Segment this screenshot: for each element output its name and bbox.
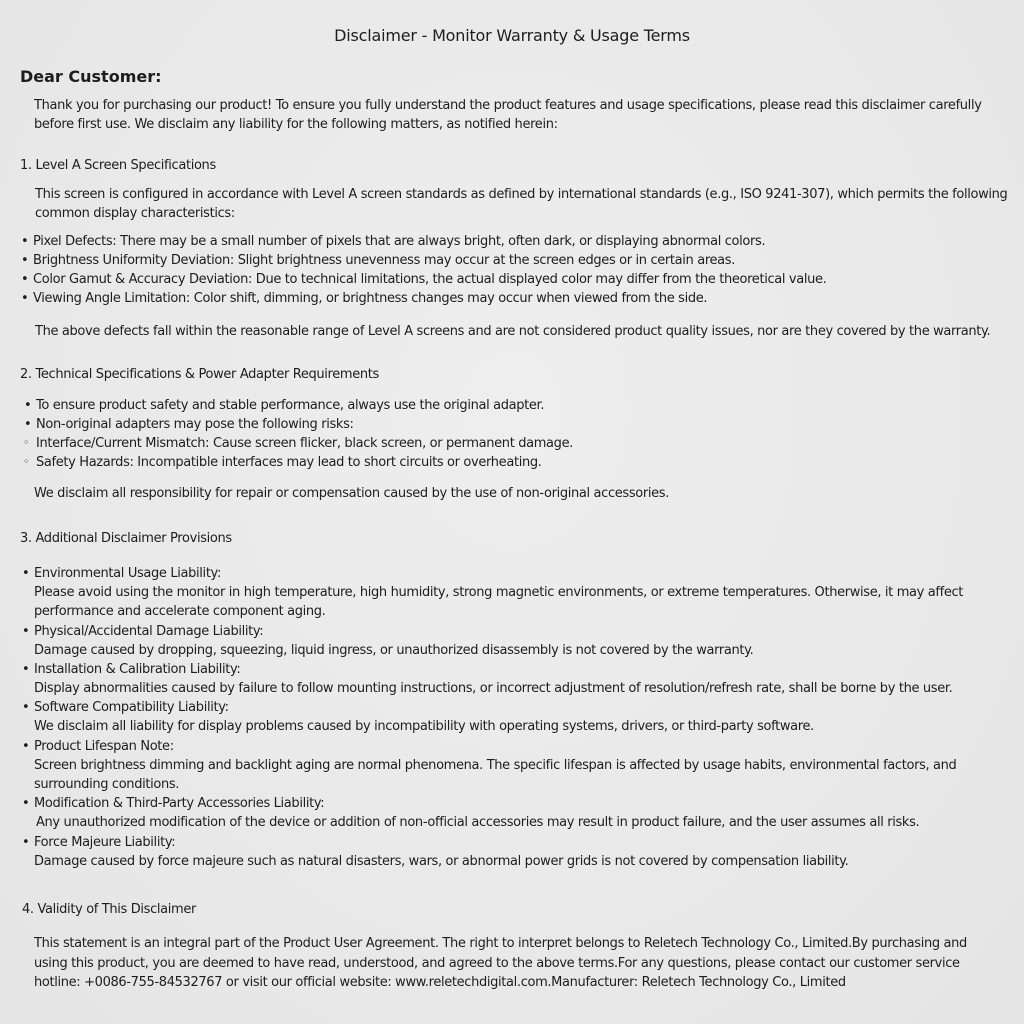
sub-bullet-marker: ◦ (23, 455, 30, 468)
page-title: Disclaimer - Monitor Warranty & Usage Terms (334, 26, 690, 45)
provision-text: We disclaim all liability for display problems caused by incompatibility with operating systems, drivers, or third-party software. (34, 719, 814, 734)
bullet-marker: • (24, 398, 32, 413)
sub-bullet-marker: ◦ (23, 436, 30, 449)
sub-list-item: Interface/Current Mismatch: Cause screen flicker, black screen, or permanent damage. (36, 436, 574, 451)
list-item: Pixel Defects: There may be a small number of pixels that are always bright, often dark, or displaying abnormal colors. (33, 234, 766, 249)
section-paragraph-line: hotline: +0086-755-84532767 or visit our official website: www.reletechdigital.com.Manufacturer: Reletech Technology Co., Limited (34, 975, 846, 990)
list-item: Color Gamut & Accuracy Deviation: Due to technical limitations, the actual displayed color may differ from the theoretical value. (33, 272, 827, 287)
provision-text: Please avoid using the monitor in high temperature, high humidity, strong magnetic environments, or extreme temperatures. Otherwise, it may affect (34, 585, 964, 600)
provision-title: Product Lifespan Note: (34, 739, 174, 754)
section-paragraph-line: common display characteristics: (35, 206, 235, 221)
bullet-marker: • (22, 739, 30, 754)
provision-text: Any unauthorized modification of the device or addition of non-official accessories may result in product failure, and the user assumes all risks. (36, 815, 920, 830)
provision-text: Damage caused by force majeure such as natural disasters, wars, or abnormal power grids is not covered by compensation liability. (34, 854, 849, 869)
provision-title: Installation & Calibration Liability: (34, 662, 241, 677)
bullet-marker: • (21, 234, 29, 249)
sub-list-item: Safety Hazards: Incompatible interfaces may lead to short circuits or overheating. (36, 455, 542, 470)
bullet-marker: • (22, 835, 30, 850)
section-paragraph-line: This screen is configured in accordance with Level A screen standards as defined by international standards (e.g., ISO 9241-307), which permits the following (35, 187, 1008, 202)
intro-line: before first use. We disclaim any liability for the following matters, as notified herein: (34, 117, 558, 132)
section-heading: 1. Level A Screen Specifications (20, 158, 216, 173)
section-heading: 4. Validity of This Disclaimer (22, 902, 196, 917)
bullet-marker: • (21, 253, 29, 268)
list-item: Brightness Uniformity Deviation: Slight brightness unevenness may occur at the screen edges or in certain areas. (33, 253, 735, 268)
section-heading: 3. Additional Disclaimer Provisions (20, 531, 232, 546)
section-paragraph-line: This statement is an integral part of the Product User Agreement. The right to interpret belongs to Reletech Technology Co., Limited.By purchasing and (34, 936, 967, 951)
provision-title: Force Majeure Liability: (34, 835, 176, 850)
bullet-marker: • (22, 700, 30, 715)
list-item: Viewing Angle Limitation: Color shift, dimming, or brightness changes may occur when viewed from the side. (33, 291, 708, 306)
provision-text: Display abnormalities caused by failure to follow mounting instructions, or incorrect adjustment of resolution/refresh rate, shall be borne by the user. (34, 681, 953, 696)
section-paragraph-line: using this product, you are deemed to have read, understood, and agreed to the above terms.For any questions, please contact our customer service (34, 956, 960, 971)
provision-text: surrounding conditions. (34, 777, 180, 792)
provision-text: performance and accelerate component aging. (34, 604, 326, 619)
intro-line: Thank you for purchasing our product! To ensure you fully understand the product features and usage specifications, please read this disclaimer carefully (34, 98, 982, 113)
bullet-marker: • (22, 662, 30, 677)
provision-title: Modification & Third-Party Accessories Liability: (34, 796, 325, 811)
provision-title: Physical/Accidental Damage Liability: (34, 624, 264, 639)
bullet-marker: • (22, 624, 30, 639)
greeting: Dear Customer: (20, 67, 162, 86)
bullet-marker: • (21, 272, 29, 287)
provision-text: Damage caused by dropping, squeezing, liquid ingress, or unauthorized disassembly is not covered by the warranty. (34, 643, 754, 658)
bullet-marker: • (24, 417, 32, 432)
provision-title: Software Compatibility Liability: (34, 700, 229, 715)
bullet-marker: • (21, 291, 29, 306)
section-closing: The above defects fall within the reasonable range of Level A screens and are not considered product quality issues, nor are they covered by the warranty. (35, 324, 991, 339)
list-item: To ensure product safety and stable performance, always use the original adapter. (36, 398, 545, 413)
list-item: Non-original adapters may pose the following risks: (36, 417, 354, 432)
bullet-marker: • (22, 566, 30, 581)
section-closing: We disclaim all responsibility for repair or compensation caused by the use of non-original accessories. (34, 486, 669, 501)
section-heading: 2. Technical Specifications & Power Adapter Requirements (20, 367, 379, 382)
provision-title: Environmental Usage Liability: (34, 566, 221, 581)
provision-text: Screen brightness dimming and backlight aging are normal phenomena. The specific lifespan is affected by usage habits, environmental factors, and (34, 758, 957, 773)
bullet-marker: • (22, 796, 30, 811)
